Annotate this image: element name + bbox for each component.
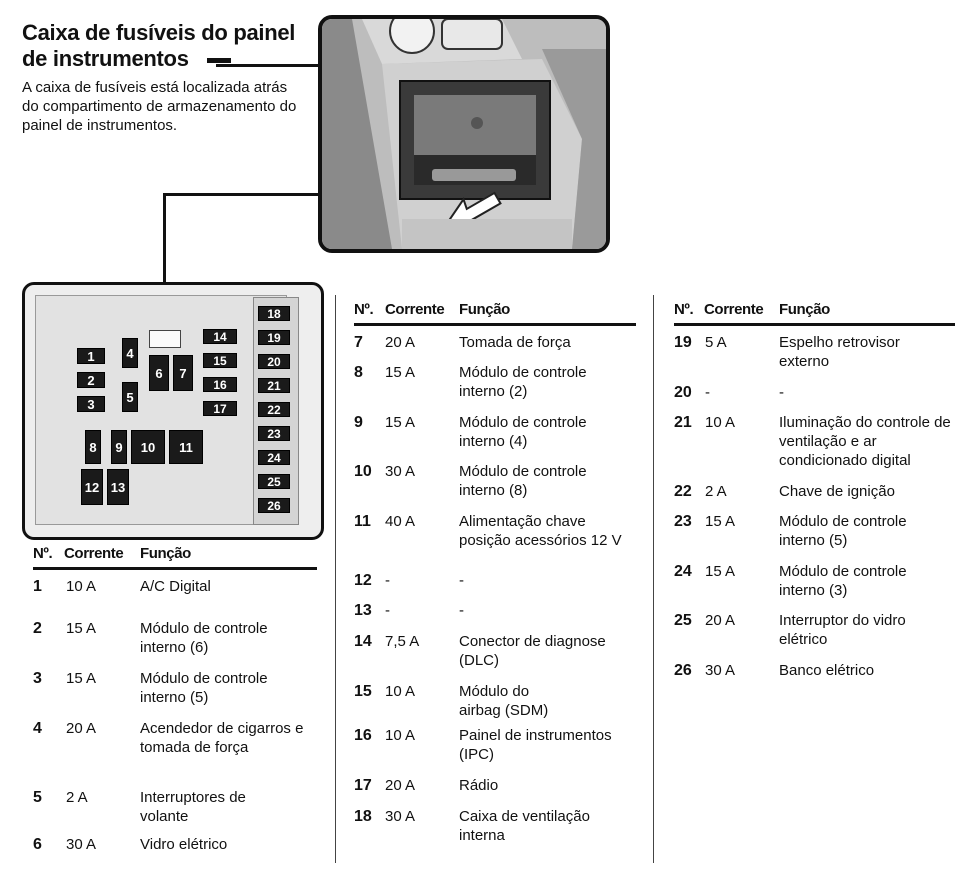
description: A caixa de fusíveis está localizada atrás do compartimento de armazenamento do painel de instrumentos. bbox=[22, 79, 297, 134]
header-num: Nº. bbox=[33, 545, 53, 562]
fuse-9: 9 bbox=[111, 430, 127, 464]
fuse-10: 10 bbox=[131, 430, 165, 464]
fuse-11: 11 bbox=[169, 430, 203, 464]
fuse-14: 14 bbox=[203, 329, 237, 344]
fuse-16: 16 bbox=[203, 377, 237, 392]
header-num: Nº. bbox=[354, 301, 374, 318]
fuse-22: 22 bbox=[258, 402, 290, 417]
dashboard-illustration bbox=[322, 19, 606, 249]
fuse-23: 23 bbox=[258, 426, 290, 441]
fuse-24: 24 bbox=[258, 450, 290, 465]
column-divider-1 bbox=[335, 295, 336, 863]
fuse-7: 7 bbox=[173, 355, 193, 391]
table-2-rule bbox=[354, 323, 636, 326]
connector-h-mid bbox=[163, 193, 320, 196]
header-function: Função bbox=[140, 545, 191, 562]
header-current: Corrente bbox=[64, 545, 124, 562]
fuse-8: 8 bbox=[85, 430, 101, 464]
fuse-6: 6 bbox=[149, 355, 169, 391]
fuse-19: 19 bbox=[258, 330, 290, 345]
fuse-5: 5 bbox=[122, 382, 138, 412]
fuse-table-2: Nº. Corrente Função 7 20 A Tomada de força 8 15 A Módulo de controle interno (2) 9 15 A Módulo de controle interno (4) 10 30 A Módulo de controle interno (8) 11 40 A Alimentação chave posição acessórios 12 V 12 - - 13 - - 14 7,5 A Conector de diagnose (DLC) 15 10 A Módulo do airbag (SDM) 16 10 A Painel de instrumentos (IPC) 17 20 A Rádio 18 30 A Caixa de ventilação interna bbox=[354, 301, 636, 861]
connector-v bbox=[163, 193, 166, 285]
fuse-17: 17 bbox=[203, 401, 237, 416]
fuse-3: 3 bbox=[77, 396, 105, 412]
fuse-table-1: Nº. Corrente Função 1 10 A A/C Digital 2 15 A Módulo de controle interno (6) 3 15 A Módulo de controle interno (5) 4 20 A Acendedor de cigarros e tomada de força 5 2 A Interruptores de volante 6 30 A Vidro elétrico bbox=[33, 545, 317, 865]
header-function: Função bbox=[779, 301, 830, 318]
fuse-2: 2 bbox=[77, 372, 105, 388]
fuse-21: 21 bbox=[258, 378, 290, 393]
title-line-1: Caixa de fusíveis do painel bbox=[22, 20, 296, 45]
table-3-rule bbox=[674, 323, 955, 326]
connector-h-top bbox=[216, 64, 320, 67]
table-1-rule bbox=[33, 567, 317, 570]
fuse-15: 15 bbox=[203, 353, 237, 368]
header-function: Função bbox=[459, 301, 510, 318]
fuse-box-connector bbox=[149, 330, 181, 348]
title-line-2: de instrumentos bbox=[22, 46, 295, 72]
title-marker bbox=[207, 58, 231, 63]
fuse-26: 26 bbox=[258, 498, 290, 513]
fuse-1: 1 bbox=[77, 348, 105, 364]
header-current: Corrente bbox=[385, 301, 445, 318]
column-divider-2 bbox=[653, 295, 654, 863]
location-photo bbox=[318, 15, 610, 253]
fuse-20: 20 bbox=[258, 354, 290, 369]
fuse-box-diagram bbox=[22, 282, 324, 540]
fuse-4: 4 bbox=[122, 338, 138, 368]
fuse-12: 12 bbox=[81, 469, 103, 505]
header-num: Nº. bbox=[674, 301, 694, 318]
fuse-25: 25 bbox=[258, 474, 290, 489]
fuse-table-3: Nº. Corrente Função 19 5 A Espelho retrovisor externo 20 - - 21 10 A Iluminação do controle de ventilação e ar condicionado digital 22 2 A Chave de ignição 23 15 A Módulo de controle interno (5) 24 15 A Módulo de controle interno (3) 25 20 A Interruptor do vidro elétrico 26 30 A Banco elétrico bbox=[674, 301, 955, 701]
fuse-18: 18 bbox=[258, 306, 290, 321]
fuse-13: 13 bbox=[107, 469, 129, 505]
header-current: Corrente bbox=[704, 301, 764, 318]
